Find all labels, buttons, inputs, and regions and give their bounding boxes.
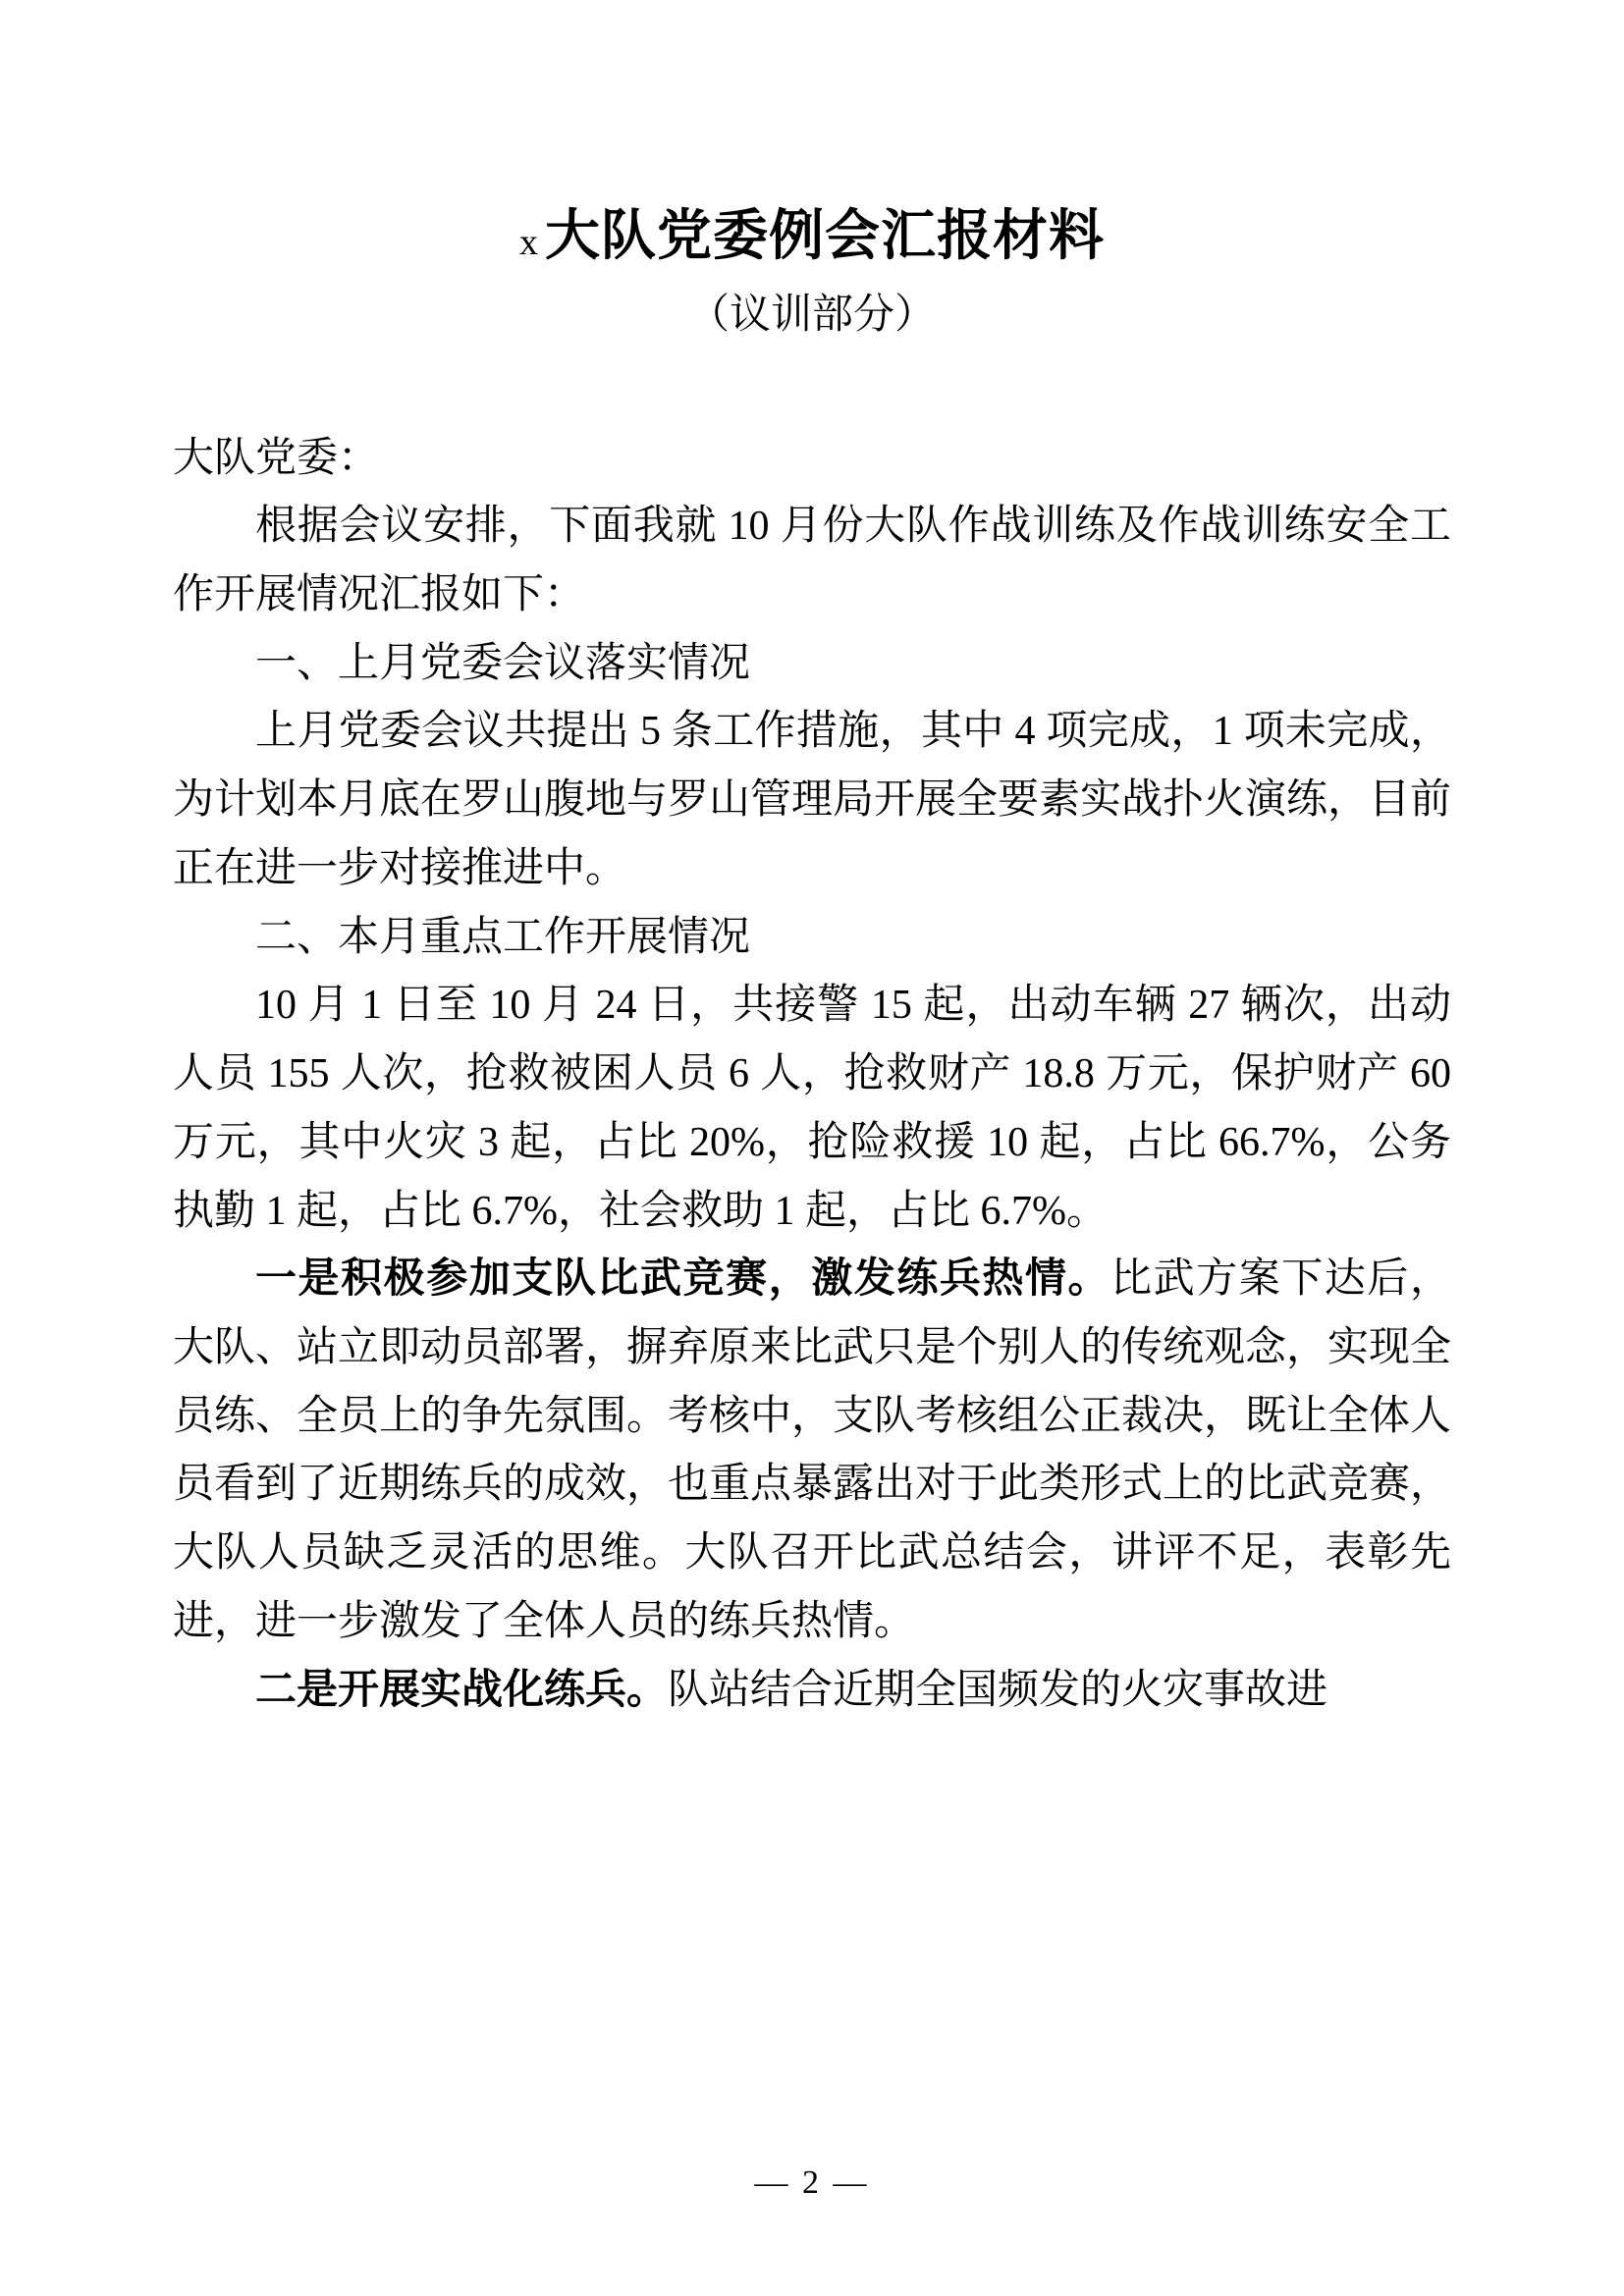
heading-section-two: 二、本月重点工作开展情况 [255, 914, 751, 960]
page-title-prefix: x [519, 222, 539, 263]
item-one-lead: 一是积极参加支队比武竞赛，激发练兵热情。 [255, 1256, 1111, 1303]
page-title-text: 大队党委例会汇报材料 [545, 206, 1105, 267]
paragraph-statistics: 10 月 1 日至 10 月 24 日，共接警 15 起，出动车辆 27 辆次，出动人员 155 人次，抢救被困人员 6 人，抢救财产 18.8 万元，保护财产 60 万元，其中火灾 3 起，占比 20%，抢险救援 10 起，占比 66.7%，公务执勤 1 起，占比 6.7%，社会救助 1 起，占比 6.7%。 [173, 983, 1451, 1234]
paragraph-item-one [173, 1246, 1451, 1656]
paragraph-section-one-body: 上月党委会议共提出 5 条工作措施，其中 4 项完成，1 项未完成，为计划本月底在罗山腹地与罗山管理局开展全要素实战扑火演练，目前正在进一步对接推进中。 [173, 709, 1452, 891]
item-two-text: 队站结合近期全国频发的火灾事故进 [668, 1667, 1328, 1713]
salutation: 大队党委： [173, 435, 380, 481]
paragraph-item-two [173, 1657, 1451, 1726]
heading-section-one: 一、上月党委会议落实情况 [255, 640, 751, 686]
paragraph-intro: 根据会议安排，下面我就 10 月份大队作战训练及作战训练安全工作开展情况汇报如下： [173, 504, 1451, 618]
page-title [173, 202, 1451, 271]
page-number-footer: — 2 — [754, 2164, 870, 2201]
document-body [173, 425, 1451, 1726]
item-one-text: 比武方案下达后，大队、站立即动员部署，摒弃原来比武只是个别人的传统观念，实现全员练、全员上的争先氛围。考核中，支队考核组公正裁决，既让全体人员看到了近期练兵的成效，也重点暴露出对于此类形式上的比武竞赛，大队人员缺乏灵活的思维。大队召开比武总结会，讲评不足，表彰先进，进一步激发了全体人员的练兵热情。 [173, 1256, 1452, 1644]
item-two-lead: 二是开展实战化练兵。 [255, 1667, 669, 1713]
page-subtitle: （议训部分） [687, 293, 936, 338]
